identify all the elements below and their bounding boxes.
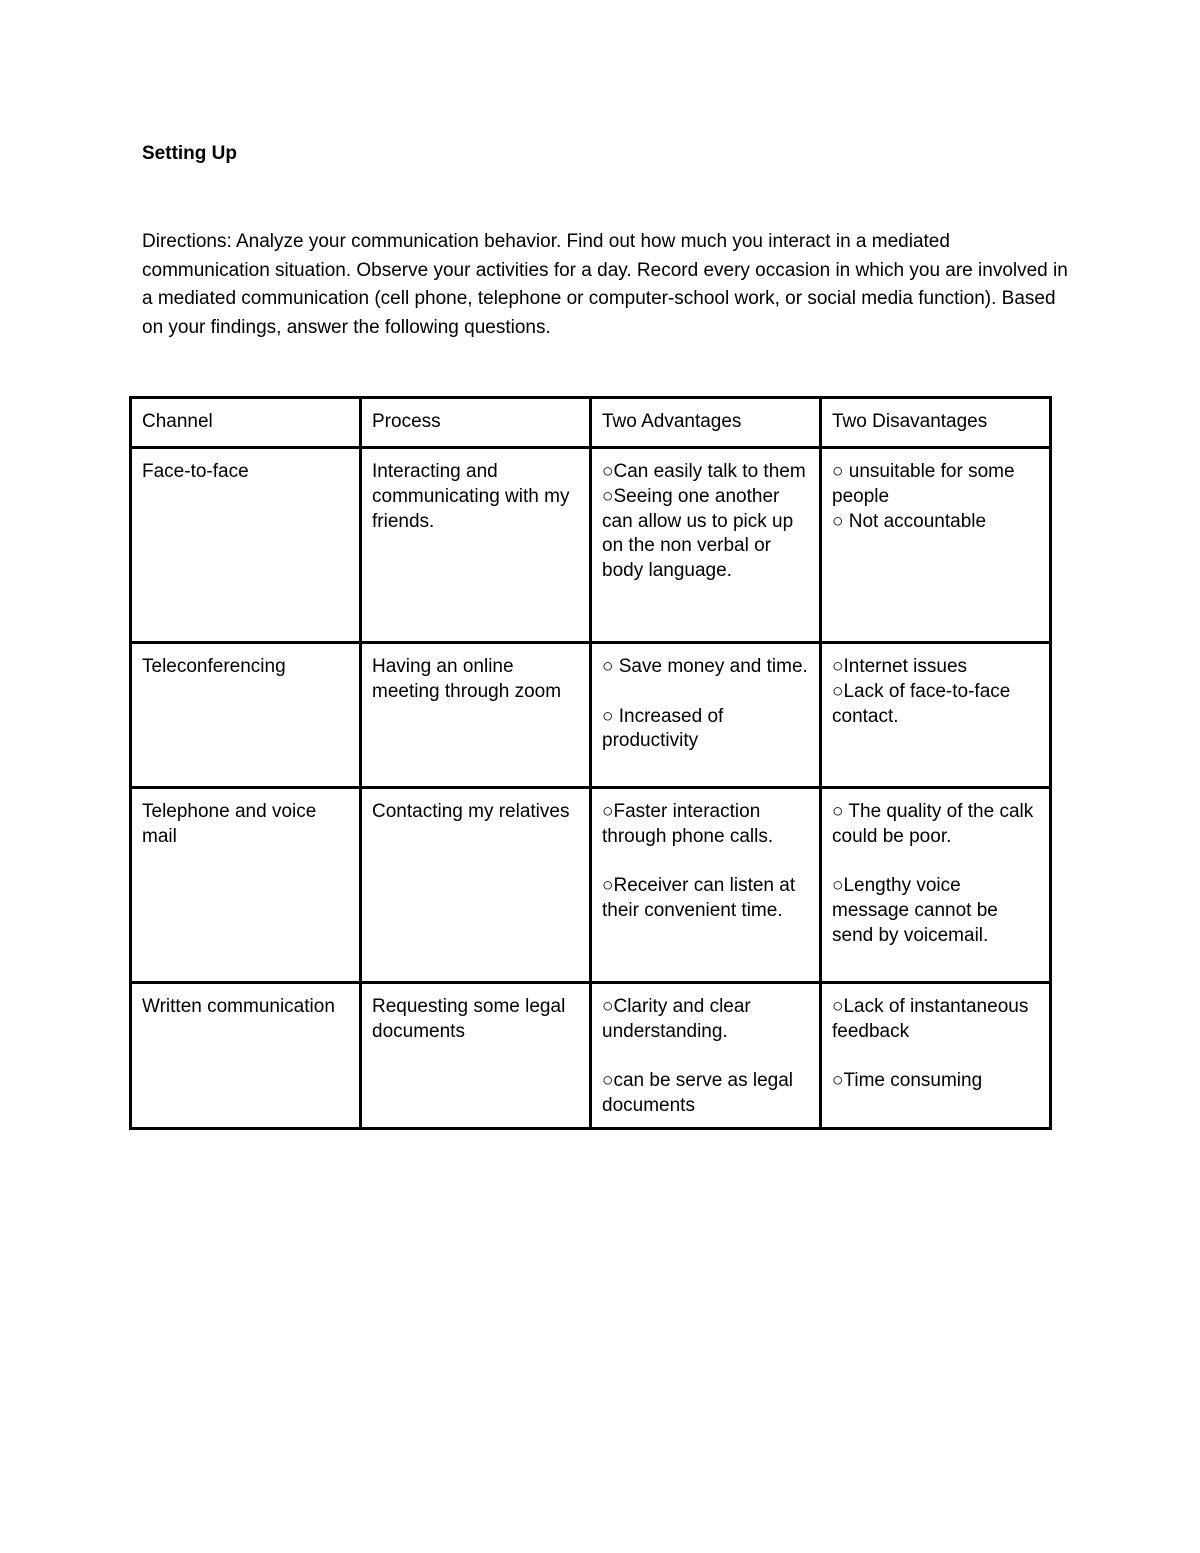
disadvantage-item: ○ unsuitable for some people	[832, 461, 1015, 507]
disadvantage-item: ○Internet issues	[832, 656, 968, 677]
table-header-row	[131, 398, 1051, 448]
disadvantage-item: ○Lengthy voice message cannot be send by voicemail.	[832, 875, 998, 946]
spacer	[602, 680, 809, 705]
spacer	[602, 1045, 809, 1070]
table-row	[131, 448, 1051, 643]
cell-disadvantages	[821, 643, 1051, 788]
advantage-item: ○Seeing one another can allow us to pick up on the non verbal or body language.	[602, 485, 794, 582]
cell-process: Having an online meeting through zoom	[361, 643, 591, 788]
communication-table	[129, 396, 1052, 1130]
advantage-item: ○ Save money and time.	[602, 656, 808, 677]
cell-channel: Teleconferencing	[131, 643, 361, 788]
advantage-item: ○Faster interaction through phone calls.	[602, 801, 774, 847]
cell-channel: Telephone and voice mail	[131, 788, 361, 983]
disadvantage-item: ○Lack of instantaneous feedback	[832, 996, 1029, 1042]
cell-channel: Written communication	[131, 983, 361, 1129]
cell-process: Requesting some legal documents	[361, 983, 591, 1129]
cell-advantages	[591, 643, 821, 788]
advantage-item: ○can be serve as legal documents	[602, 1070, 794, 1117]
table-row	[131, 643, 1051, 788]
disadvantage-item: ○Lack of face-to-face contact.	[832, 680, 1011, 727]
cell-disadvantages	[821, 788, 1051, 983]
spacer	[832, 1045, 1039, 1070]
cell-process: Contacting my relatives	[361, 788, 591, 983]
cell-advantages	[591, 983, 821, 1129]
advantage-item: ○Clarity and clear understanding.	[602, 996, 751, 1042]
cell-channel: Face-to-face	[131, 448, 361, 643]
header-process: Process	[361, 398, 591, 448]
disadvantage-item: ○ Not accountable	[832, 510, 987, 532]
cell-process: Interacting and communicating with my friends.	[361, 448, 591, 643]
header-advantages: Two Advantages	[591, 398, 821, 448]
spacer	[602, 850, 809, 875]
header-channel: Channel	[131, 398, 361, 448]
cell-disadvantages	[821, 983, 1051, 1129]
table-row	[131, 788, 1051, 983]
table-row	[131, 983, 1051, 1129]
cell-disadvantages	[821, 448, 1051, 643]
advantage-item: ○ Increased of productivity	[602, 705, 724, 752]
spacer	[832, 850, 1039, 875]
advantage-item: ○Receiver can listen at their convenient time.	[602, 875, 796, 922]
header-disadvantages: Two Disavantages	[821, 398, 1051, 448]
cell-advantages	[591, 448, 821, 643]
page-title: Setting Up	[142, 143, 237, 164]
advantage-item: ○Can easily talk to them	[602, 461, 806, 482]
cell-advantages	[591, 788, 821, 983]
directions-paragraph: Directions: Analyze your communication behavior. Find out how much you interact in a mediated communication situation. Observe your activities for a day. Record every occasion in which you are involved in a mediated communication (cell phone, telephone or computer-school work, or social media function). Based on your findings, answer the following questions.	[142, 231, 1068, 338]
disadvantage-item: ○Time consuming	[832, 1070, 983, 1092]
disadvantage-item: ○ The quality of the calk could be poor.	[832, 801, 1034, 847]
